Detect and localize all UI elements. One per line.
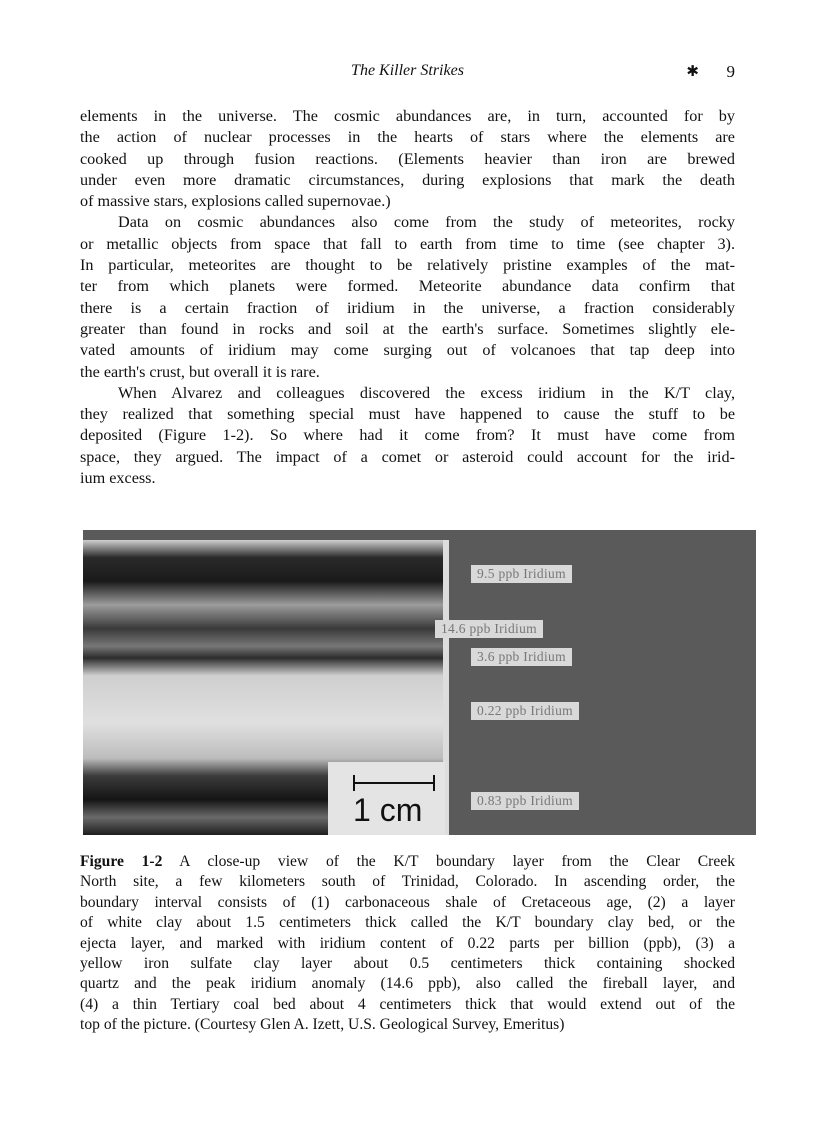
text-line: the earth's crust, but overall it is rare. (80, 362, 320, 381)
iridium-label: 9.5 ppb Iridium (471, 565, 572, 583)
text-line: the action of nuclear processes in the hearts of stars where the elements are (80, 128, 735, 147)
caption-line (80, 852, 735, 872)
figure-caption (80, 852, 735, 1036)
iridium-label: 0.83 ppb Iridium (471, 792, 579, 810)
text-line: there is a certain fraction of iridium in the universe, a fraction considerably (80, 298, 735, 317)
text-line: ium excess. (80, 469, 156, 488)
running-title: The Killer Strikes (351, 62, 464, 79)
page-number: 9 (726, 62, 735, 81)
iridium-label: 14.6 ppb Iridium (435, 620, 543, 638)
text-line: deposited (Figure 1-2). So where had it come from? It must have come from (80, 426, 735, 445)
figure-photo (83, 530, 756, 835)
caption-line: ejecta layer, and marked with iridium content of 0.22 parts per billion (ppb), (3) a (80, 934, 735, 952)
caption-line: of white clay about 1.5 centimeters thick called the K/T boundary clay bed, or the (80, 914, 735, 932)
ornament-icon: ✱ (686, 64, 699, 80)
caption-line: quartz and the peak iridium anomaly (14.6 ppb), also called the fireball layer, and (80, 975, 735, 993)
text-line: vated amounts of iridium may come surging out of volcanoes that tap deep into (80, 341, 735, 360)
caption-line: top of the picture. (Courtesy Glen A. Izett, U.S. Geological Survey, Emeritus) (80, 1016, 565, 1034)
text-line: greater than found in rocks and soil at the earth's surface. Sometimes slightly ele- (80, 319, 735, 338)
text-line: cooked up through fusion reactions. (Elements heavier than iron are brewed (80, 149, 735, 168)
text-line: In particular, meteorites are thought to be relatively pristine examples of the mat- (80, 256, 735, 275)
text-line: under even more dramatic circumstances, during explosions that mark the death (80, 170, 735, 189)
text-line: When Alvarez and colleagues discovered the excess iridium in the K/T clay, (118, 383, 735, 402)
body-text (80, 106, 735, 489)
iridium-label: 0.22 ppb Iridium (471, 702, 579, 720)
text-line: or metallic objects from space that fall to earth from time to time (see chapter 3). (80, 234, 735, 253)
text-line: elements in the universe. The cosmic abundances are, in turn, accounted for by (80, 107, 735, 125)
caption-line: boundary interval consists of (1) carbonaceous shale of Cretaceous age, (2) a layer (80, 893, 735, 911)
figure-label: Figure 1-2 (80, 853, 163, 870)
caption-line: (4) a thin Tertiary coal bed about 4 centimeters thick that would extend out of the (80, 995, 735, 1013)
caption-text: A close-up view of the K/T boundary layer from the Clear Creek (162, 853, 736, 870)
iridium-label: 3.6 ppb Iridium (471, 648, 572, 666)
scale-bar (328, 762, 445, 835)
scale-label: 1 cm (353, 792, 423, 828)
text-line: space, they argued. The impact of a comet or asteroid could account for the irid- (80, 447, 735, 466)
text-line: Data on cosmic abundances also come from the study of meteorites, rocky (118, 213, 735, 232)
text-line: of massive stars, explosions called supernovae.) (80, 192, 391, 211)
caption-line: North site, a few kilometers south of Trinidad, Colorado. In ascending order, the (80, 873, 735, 891)
caption-line: yellow iron sulfate clay layer about 0.5 centimeters thick containing shocked (80, 955, 735, 973)
scale-bar-line (353, 782, 435, 784)
text-line: they realized that something special must have happened to cause the stuff to be (80, 405, 735, 424)
text-line: ter from which planets were formed. Meteorite abundance data confirm that (80, 277, 735, 296)
page-header (80, 60, 735, 84)
